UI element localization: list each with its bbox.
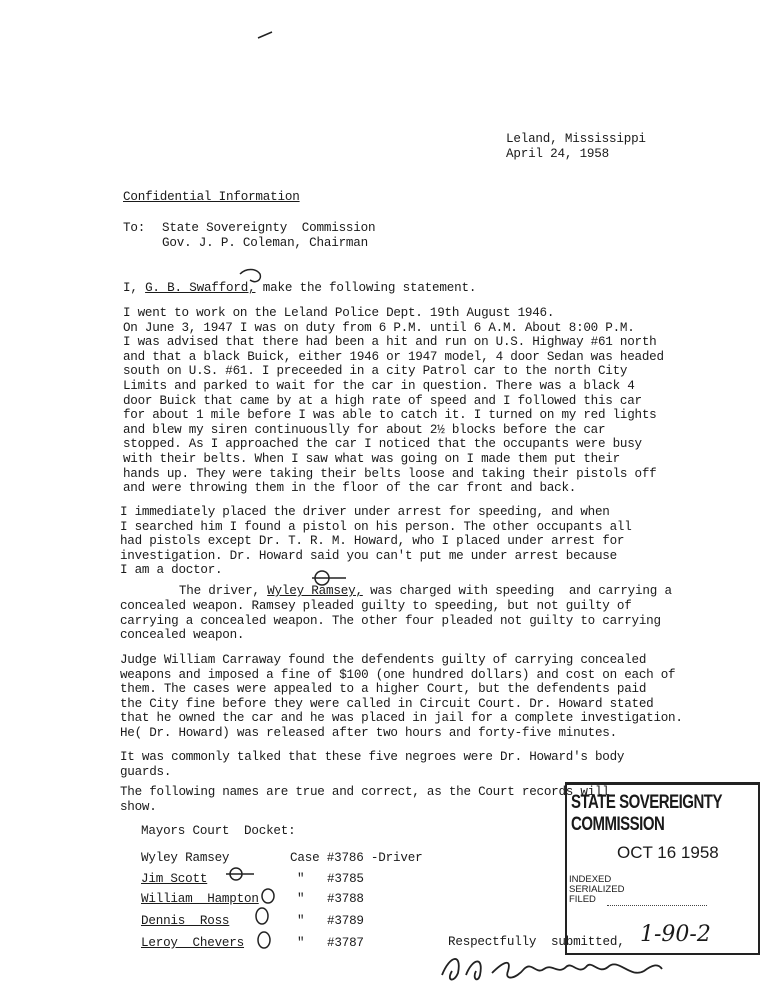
docket-case-1: Case #3786 -Driver [290,851,423,865]
docket-case-2: #3785 [327,872,364,886]
paragraph-2: I immediately placed the driver under arrest for speeding, and when I searched him I found a pistol on his person. The other occupants all had pistols except Dr. T. R. M. Howard, who I placed under arrest for investigation. Dr. Howard said you can't put me under arrest because I am a doctor. [120,505,632,578]
to-label: To: [123,221,146,235]
docket-case-4: #3789 [327,914,364,928]
stamp-title: STATE SOVEREIGNTY COMMISSION [571,791,722,836]
header-place: Leland, Mississippi [506,132,646,146]
stamp-rule [607,905,707,906]
ditto-mark: " [297,872,305,886]
docket-name-2: Jim Scott [141,872,208,886]
zero-mark-icon [252,928,276,952]
closing-text: Respectfully submitted, [448,935,625,949]
docket-case-3: #3788 [327,892,364,906]
docket-name-4: Dennis Ross [141,914,230,928]
paragraph-1: I went to work on the Leland Police Dept. 19th August 1946. On June 3, 1947 I was on duty from 6 P.M. until 6 A.M. About 8:00 P.M. I was advised that there had been a hit and run on U.S. Highway #61 north and that a black Buick, either 1946 or 1947 model, 4 door Sedan was headed south on U.S. #61. I preceeded in a city Patrol car to the north City Limits and parked to wait for the car in question. There was a black 4 door Buick that came by at a high rate of speed and I followed this car for about 1 mile before I was able to catch it. I turned on my red lights and blew my siren continuouslly for about 2½ blocks before the car stopped. As I approached the car I noticed that the occupants were busy with their belts. When I saw what was going on I made them put their hands up. They were taking their belts loose and taking their pistols off and were throwing them in the floor of the car front and back. [123,306,664,496]
handwritten-file-number: 1-90-2 [640,922,711,947]
paragraph-4: Judge William Carraway found the defendents guilty of carrying concealed weapons and imposed a fine of $100 (one hundred dollars) and cost on each of them. The cases were appealed to a higher Court, but the defendents paid the City fine before they were called in Circuit Court. Dr. Howard stated that he owned the car and he was placed in jail for a complete investigation. He( Dr. Howard) was released after two hours and forty-five minutes. [120,653,683,740]
paragraph-5: It was commonly talked that these five negroes were Dr. Howard's body guards. [120,750,625,779]
docket-title: Mayors Court Docket: [141,824,296,838]
intro-statement [123,281,476,296]
ditto-mark: " [297,936,305,950]
driver-name: Wyley Ramsey, [267,584,363,598]
to-line-2: Gov. J. P. Coleman, Chairman [162,236,369,250]
paragraph-3-pre: The driver, [120,584,268,598]
docket-name-1: Wyley Ramsey [141,851,230,865]
stray-mark-icon [256,30,276,40]
zero-mark-icon [224,866,260,882]
paragraph-3-post: was charged with speeding and carrying a [362,584,672,598]
intro-prefix: I, [123,281,146,295]
stamp-filed: FILED [569,894,596,905]
stamp-indexed: INDEXED [569,874,612,885]
zero-mark-icon [310,568,350,588]
ditto-mark: " [297,914,305,928]
zero-mark-icon [256,886,280,906]
docket-name-5: Leroy Chevers [141,936,245,950]
zero-mark-icon [250,904,274,928]
document-title: Confidential Information [123,190,300,204]
author-name: G. B. Swafford, [145,281,256,295]
docket-name-3: William Hampton [141,892,259,906]
docket-case-5: #3787 [327,936,364,950]
intro-suffix: make the following statement. [255,281,477,295]
paragraph-3-first-line [120,584,672,599]
paragraph-6: The following names are true and correct, as the Court records will show. [120,785,610,814]
paragraph-3-rest: concealed weapon. Ramsey pleaded guilty to speeding, but not guilty of carrying a concealed weapon. The other four pleaded not guilty to carrying concealed weapon. [120,599,661,643]
check-mark-icon [236,266,266,288]
header-date: April 24, 1958 [506,147,610,161]
to-line-1: State Sovereignty Commission [162,221,376,235]
stamp-date: OCT 16 1958 [617,843,719,862]
ditto-mark: " [297,892,305,906]
stamp-serialized: SERIALIZED [569,884,625,895]
